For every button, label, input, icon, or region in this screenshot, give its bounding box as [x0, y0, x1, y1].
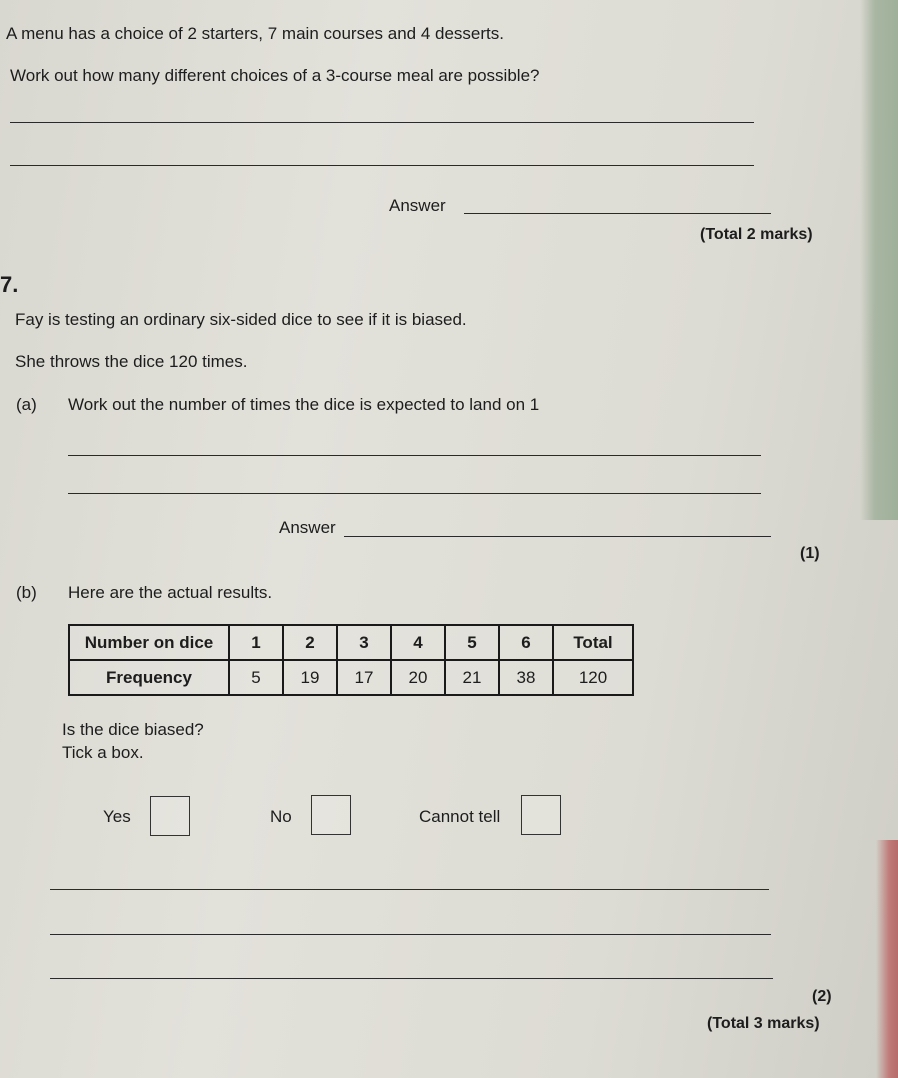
table-cell: 4 [391, 625, 445, 660]
q7a-working-line-2[interactable] [68, 493, 761, 494]
table-cell: 20 [391, 660, 445, 695]
table-cell: 1 [229, 625, 283, 660]
q7b-instruction: Tick a box. [62, 743, 144, 762]
q6-answer-label: Answer [389, 196, 446, 215]
table-row-number-on-dice [69, 625, 633, 660]
tick-box-yes[interactable] [150, 796, 190, 836]
results-table [68, 624, 634, 696]
q7a-answer-label: Answer [279, 518, 336, 537]
table-cell: 19 [283, 660, 337, 695]
q7a-answer-line[interactable] [344, 536, 771, 537]
q7a-marks: (1) [800, 545, 820, 562]
q6-working-line-2[interactable] [10, 165, 754, 166]
table-row-frequency [69, 660, 633, 695]
table-cell: 5 [445, 625, 499, 660]
tick-box-no[interactable] [311, 795, 351, 835]
q7a-label: (a) [16, 395, 37, 414]
q7a-working-line-1[interactable] [68, 455, 761, 456]
q7b-intro: Here are the actual results. [68, 583, 273, 602]
q7b-marks: (2) [812, 988, 832, 1005]
option-cannot-tell-label: Cannot tell [419, 807, 501, 826]
table-cell: 6 [499, 625, 553, 660]
option-no-label: No [270, 807, 292, 826]
q7b-working-line-1[interactable] [50, 889, 769, 890]
q6-question: Work out how many different choices of a 3-course meal are possible? [10, 66, 540, 85]
table-cell: 21 [445, 660, 499, 695]
page-edge-shadow [860, 0, 898, 520]
table-cell: 38 [499, 660, 553, 695]
q7-intro-1: Fay is testing an ordinary six-sided dice to see if it is biased. [15, 310, 467, 329]
table-cell: 17 [337, 660, 391, 695]
table-header-frequency: Frequency [69, 660, 229, 695]
table-cell: 3 [337, 625, 391, 660]
tick-box-cannot-tell[interactable] [521, 795, 561, 835]
q7b-working-line-2[interactable] [50, 934, 771, 935]
q7-total-marks: (Total 3 marks) [707, 1015, 820, 1032]
q6-total-marks: (Total 2 marks) [700, 226, 813, 243]
q7-number: 7. [0, 272, 19, 297]
q7-intro-2: She throws the dice 120 times. [15, 352, 248, 371]
table-cell: 5 [229, 660, 283, 695]
option-yes-label: Yes [103, 807, 131, 826]
page-edge-shadow-lower [876, 840, 898, 1078]
q6-working-line-1[interactable] [10, 122, 754, 123]
table-cell-total: 120 [553, 660, 633, 695]
table-cell-total: Total [553, 625, 633, 660]
table-cell: 2 [283, 625, 337, 660]
q7a-question: Work out the number of times the dice is expected to land on 1 [68, 395, 540, 414]
q7b-working-line-3[interactable] [50, 978, 773, 979]
q7b-label: (b) [16, 583, 37, 602]
q6-statement: A menu has a choice of 2 starters, 7 main courses and 4 desserts. [6, 24, 504, 43]
table-header-number-on-dice: Number on dice [69, 625, 229, 660]
q6-answer-line[interactable] [464, 213, 771, 214]
q7b-question: Is the dice biased? [62, 720, 204, 739]
